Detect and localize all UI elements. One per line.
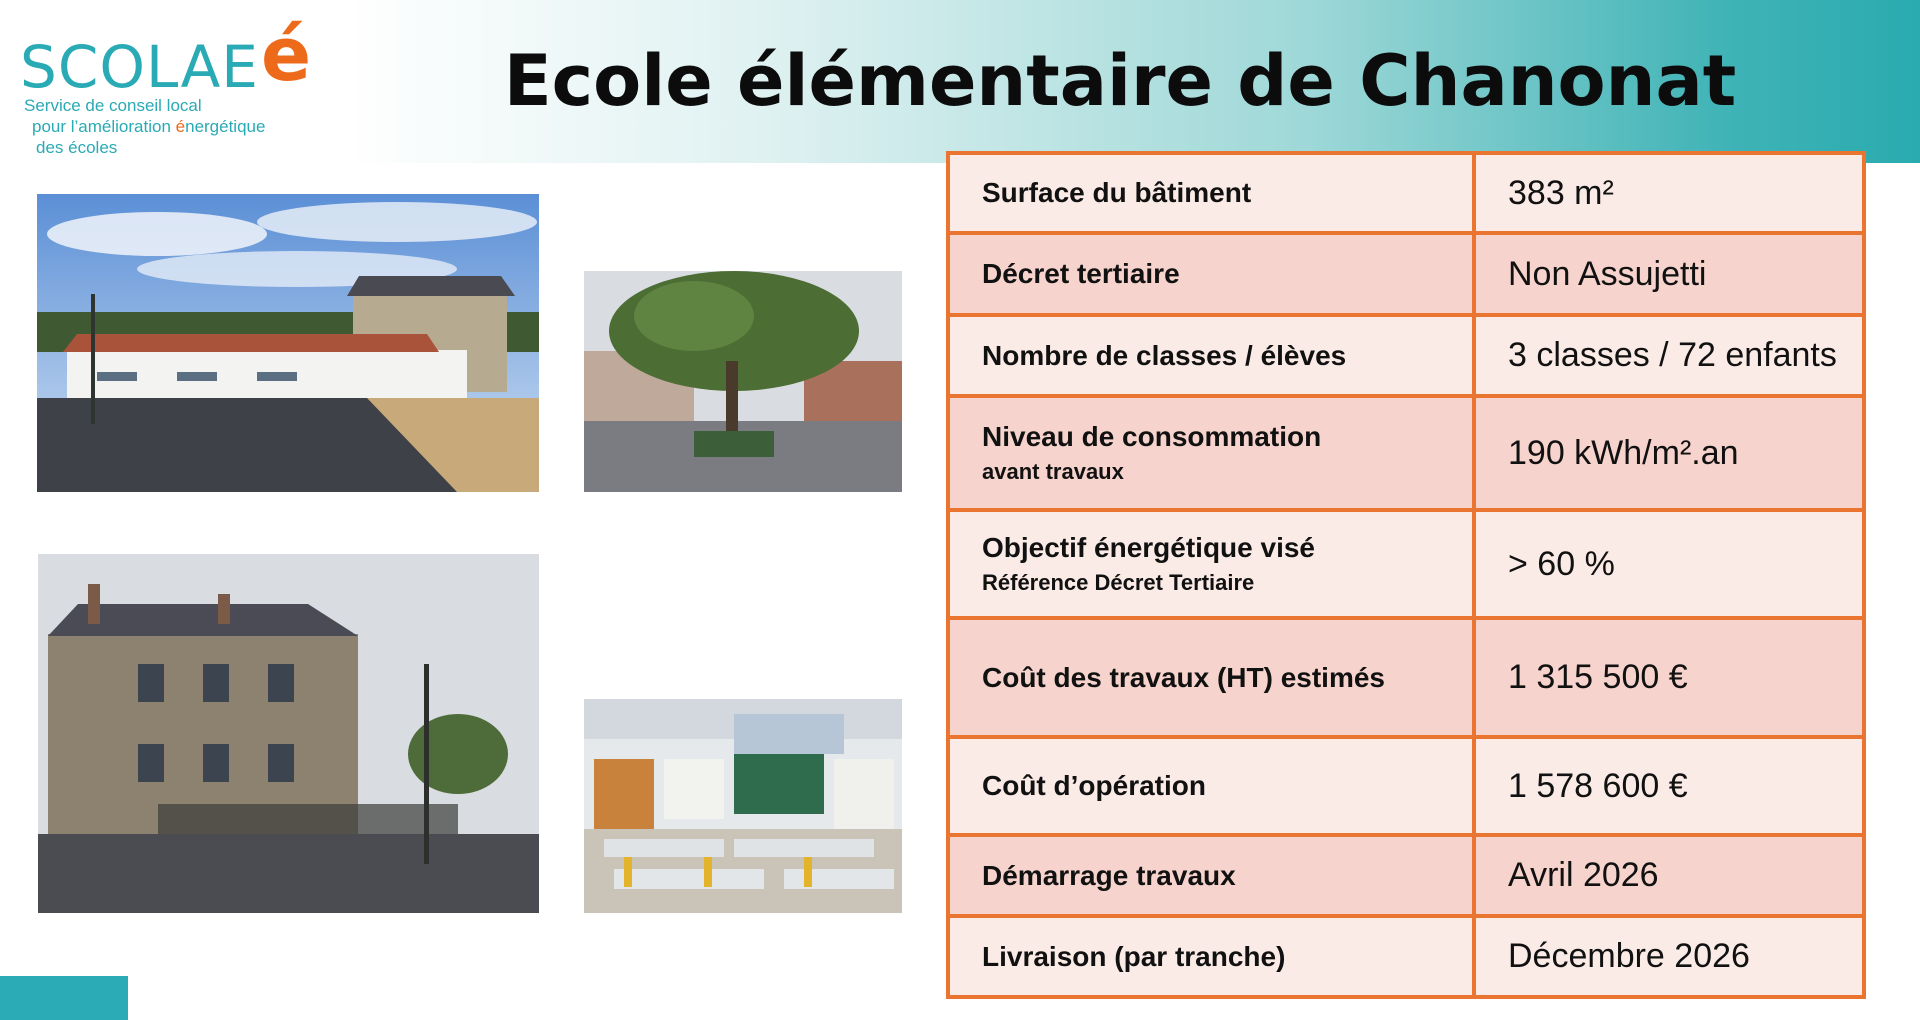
row-value: 3 classes / 72 enfants xyxy=(1474,315,1864,396)
school-building-street-photo xyxy=(38,554,539,913)
row-value: 1 578 600 € xyxy=(1474,737,1864,835)
footer-accent-block xyxy=(0,976,128,1020)
row-label-main: Objectif énergétique visé xyxy=(982,532,1315,563)
row-label: Coût des travaux (HT) estimés xyxy=(948,618,1474,737)
scolaee-logo xyxy=(20,6,350,156)
school-yard-photo xyxy=(37,194,539,492)
row-value: 383 m² xyxy=(1474,153,1864,233)
row-label: Livraison (par tranche) xyxy=(948,916,1474,997)
row-value: Avril 2026 xyxy=(1474,835,1864,916)
row-value: Décembre 2026 xyxy=(1474,916,1864,997)
logo-word: SCOLAE xyxy=(20,33,259,101)
row-label-main: Niveau de consommation xyxy=(982,421,1322,452)
row-value: Non Assujetti xyxy=(1474,233,1864,315)
tagline-2-post: nergétique xyxy=(185,117,266,136)
row-label xyxy=(948,396,1474,510)
table-row xyxy=(948,618,1864,737)
row-value: 1 315 500 € xyxy=(1474,618,1864,737)
row-label: Décret tertiaire xyxy=(948,233,1474,315)
row-value: 190 kWh/m².an xyxy=(1474,396,1864,510)
row-value: > 60 % xyxy=(1474,510,1864,618)
row-label: Coût d’opération xyxy=(948,737,1474,835)
classroom-photo xyxy=(584,699,902,913)
logo-tagline-1: Service de conseil local xyxy=(24,96,202,115)
table-row xyxy=(948,737,1864,835)
school-info-table xyxy=(946,151,1866,999)
row-label xyxy=(948,510,1474,618)
logo-tagline-2 xyxy=(32,117,265,137)
table-row xyxy=(948,315,1864,396)
table-row xyxy=(948,153,1864,233)
row-label-sub: avant travaux xyxy=(982,459,1124,484)
tagline-2-highlight: é xyxy=(175,117,186,136)
tree-courtyard-photo xyxy=(584,271,902,492)
row-label: Démarrage travaux xyxy=(948,835,1474,916)
table-row xyxy=(948,916,1864,997)
page-title: Ecole élémentaire de Chanonat xyxy=(503,40,1737,122)
row-label-sub: Référence Décret Tertiaire xyxy=(982,570,1255,595)
table-row xyxy=(948,835,1864,916)
logo-tagline-3: des écoles xyxy=(36,138,118,157)
table-row xyxy=(948,233,1864,315)
row-label: Surface du bâtiment xyxy=(948,153,1474,233)
row-label: Nombre de classes / élèves xyxy=(948,315,1474,396)
logo-accent-e: é xyxy=(260,12,312,98)
table-row xyxy=(948,396,1864,510)
logo-wordmark xyxy=(20,12,312,102)
table-row xyxy=(948,510,1864,618)
tagline-2-pre: pour l’amélioration xyxy=(32,117,176,136)
